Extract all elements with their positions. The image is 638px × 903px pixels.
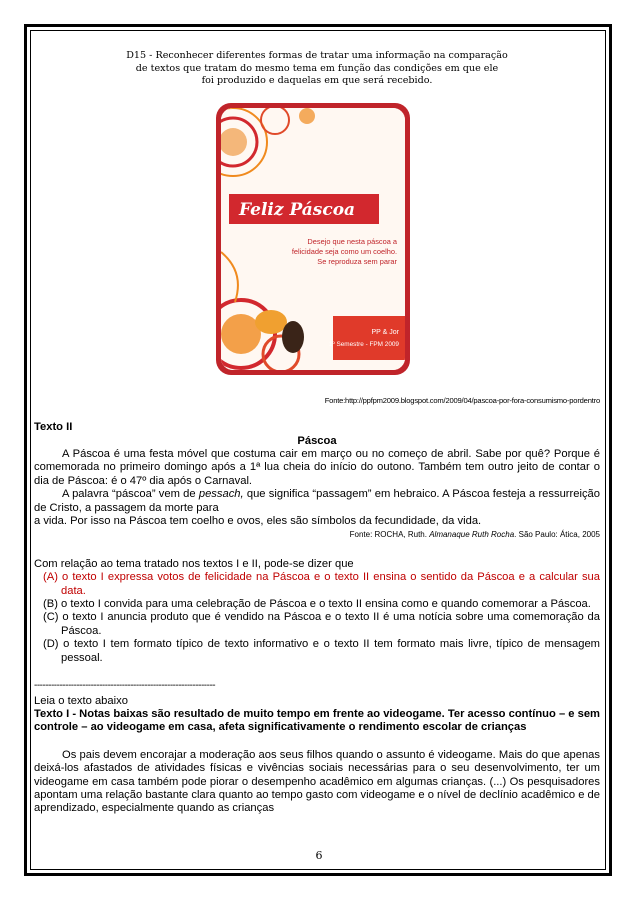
p2-italic-word: pessach, (198, 488, 244, 501)
texto-ii-source (34, 528, 600, 541)
option-d (34, 638, 600, 665)
card-message-2: felicidade seja como um coelho. (291, 246, 397, 256)
texto-ii-title: Páscoa (297, 434, 337, 447)
source-suffix: . São Paulo: Ática, 2005 (514, 530, 600, 540)
card-source: Fonte:http://ppfpm2009.blogspot.com/2009/04/pascoa-por-fora-consumismo-pordentro (324, 395, 600, 405)
texto-i-title: Texto I - Notas baixas são resultado de muito tempo em frente ao videogame. Ter acesso contínuo – e sem controle – ao videogame em casa, afeta significativamente o rendimento escolar de crianças (34, 707, 600, 734)
chocolate-egg (282, 321, 304, 353)
easter-card-image (215, 102, 411, 376)
p2-text-before: A palavra “páscoa” vem de (62, 488, 199, 501)
option-b (34, 598, 600, 611)
option-d-letter: (D) (43, 638, 59, 651)
option-d-text: o texto I tem formato típico de texto informativo e o texto II tem formato mais livre, típico de mensagem pessoal. (61, 638, 601, 664)
option-b-letter: (B) (43, 598, 58, 611)
descriptor-line-1: D15 - Reconhecer diferentes formas de tratar uma informação na comparação (126, 50, 508, 61)
texto-ii-paragraph-1: A Páscoa é uma festa móvel que costuma cair em março ou no começo de abril. Sabe por quê? Porque é comemorada no primeiro domingo após a 1ª lua cheia do início do outono. Também tem outro jeito de contar o dia de Páscoa: é o 47º dia após o Carnaval. (34, 448, 600, 487)
descriptor-header (98, 50, 536, 88)
option-b-text: o texto I convida para uma celebração de Páscoa e o texto II ensina como e quando comemorar a Páscoa. (61, 598, 591, 611)
page-number: 6 (315, 849, 323, 862)
card-signature-2: 1º Semestre - FPM 2009 (328, 340, 399, 348)
option-c (34, 611, 600, 638)
option-c-text: o texto I anuncia produto que é vendido na Páscoa e o texto II é uma notícia sobre uma comemoração da Páscoa. (61, 611, 601, 637)
texto-ii-paragraph-3: a vida. Por isso na Páscoa tem coelho e ovos, eles são símbolos da fecundidade, da vida. (34, 515, 482, 528)
page-content (34, 50, 600, 816)
p2-text-after: que significa “passagem” em hebraico. A Páscoa festeja a ressurreição de Cristo, a passagem da morte para (34, 488, 601, 514)
signature-box (333, 316, 405, 360)
descriptor-line-3: foi produzido e daquelas em que será recebido. (201, 75, 433, 87)
card-message-3: Se reproduza sem parar (317, 256, 397, 266)
leia-instruction: Leia o texto abaixo (34, 694, 128, 707)
card-signature-1: PP & Jor (371, 328, 399, 336)
option-a (34, 571, 600, 598)
source-italic-title: Almanaque Ruth Rocha (429, 530, 515, 540)
card-title: Feliz Páscoa (239, 199, 356, 220)
source-prefix: Fonte: ROCHA, Ruth. (349, 530, 430, 540)
option-a-text: o texto I expressa votos de felicidade na Páscoa e o texto II ensina o sentido da Páscoa e a calcular sua data. (61, 571, 601, 597)
texto-ii-paragraph-2 (34, 488, 600, 515)
section-divider: ---------------------------------------------------------------- (34, 680, 216, 692)
option-c-letter: (C) (43, 611, 59, 624)
easter-card-figure (34, 92, 600, 392)
texto-i-paragraph-1: Os pais devem encorajar a moderação aos seus filhos quando o assunto é videogame. Mais do que apenas deixá-los afastados de atividades físicas e vivências sociais necessárias para o seu desenvolvimento, ter um videogame em casa também pode piorar o desempenho acadêmico em algumas crianças. (...) Os pesquisadores apontam uma relação bastante clara quanto ao tempo gasto com videogame e o nível de declínio acadêmico e de aprendizado, especialmente quando as crianças (34, 748, 600, 815)
texto-ii-label: Texto II (34, 421, 73, 434)
question-stem: Com relação ao tema tratado nos textos I e II, pode-se dizer que (34, 557, 354, 570)
option-a-letter: (A) (43, 571, 58, 584)
card-message-1: Desejo que nesta páscoa a (307, 236, 397, 246)
descriptor-line-2: de textos que tratam do mesmo tema em função das condições em que ele (135, 62, 499, 74)
